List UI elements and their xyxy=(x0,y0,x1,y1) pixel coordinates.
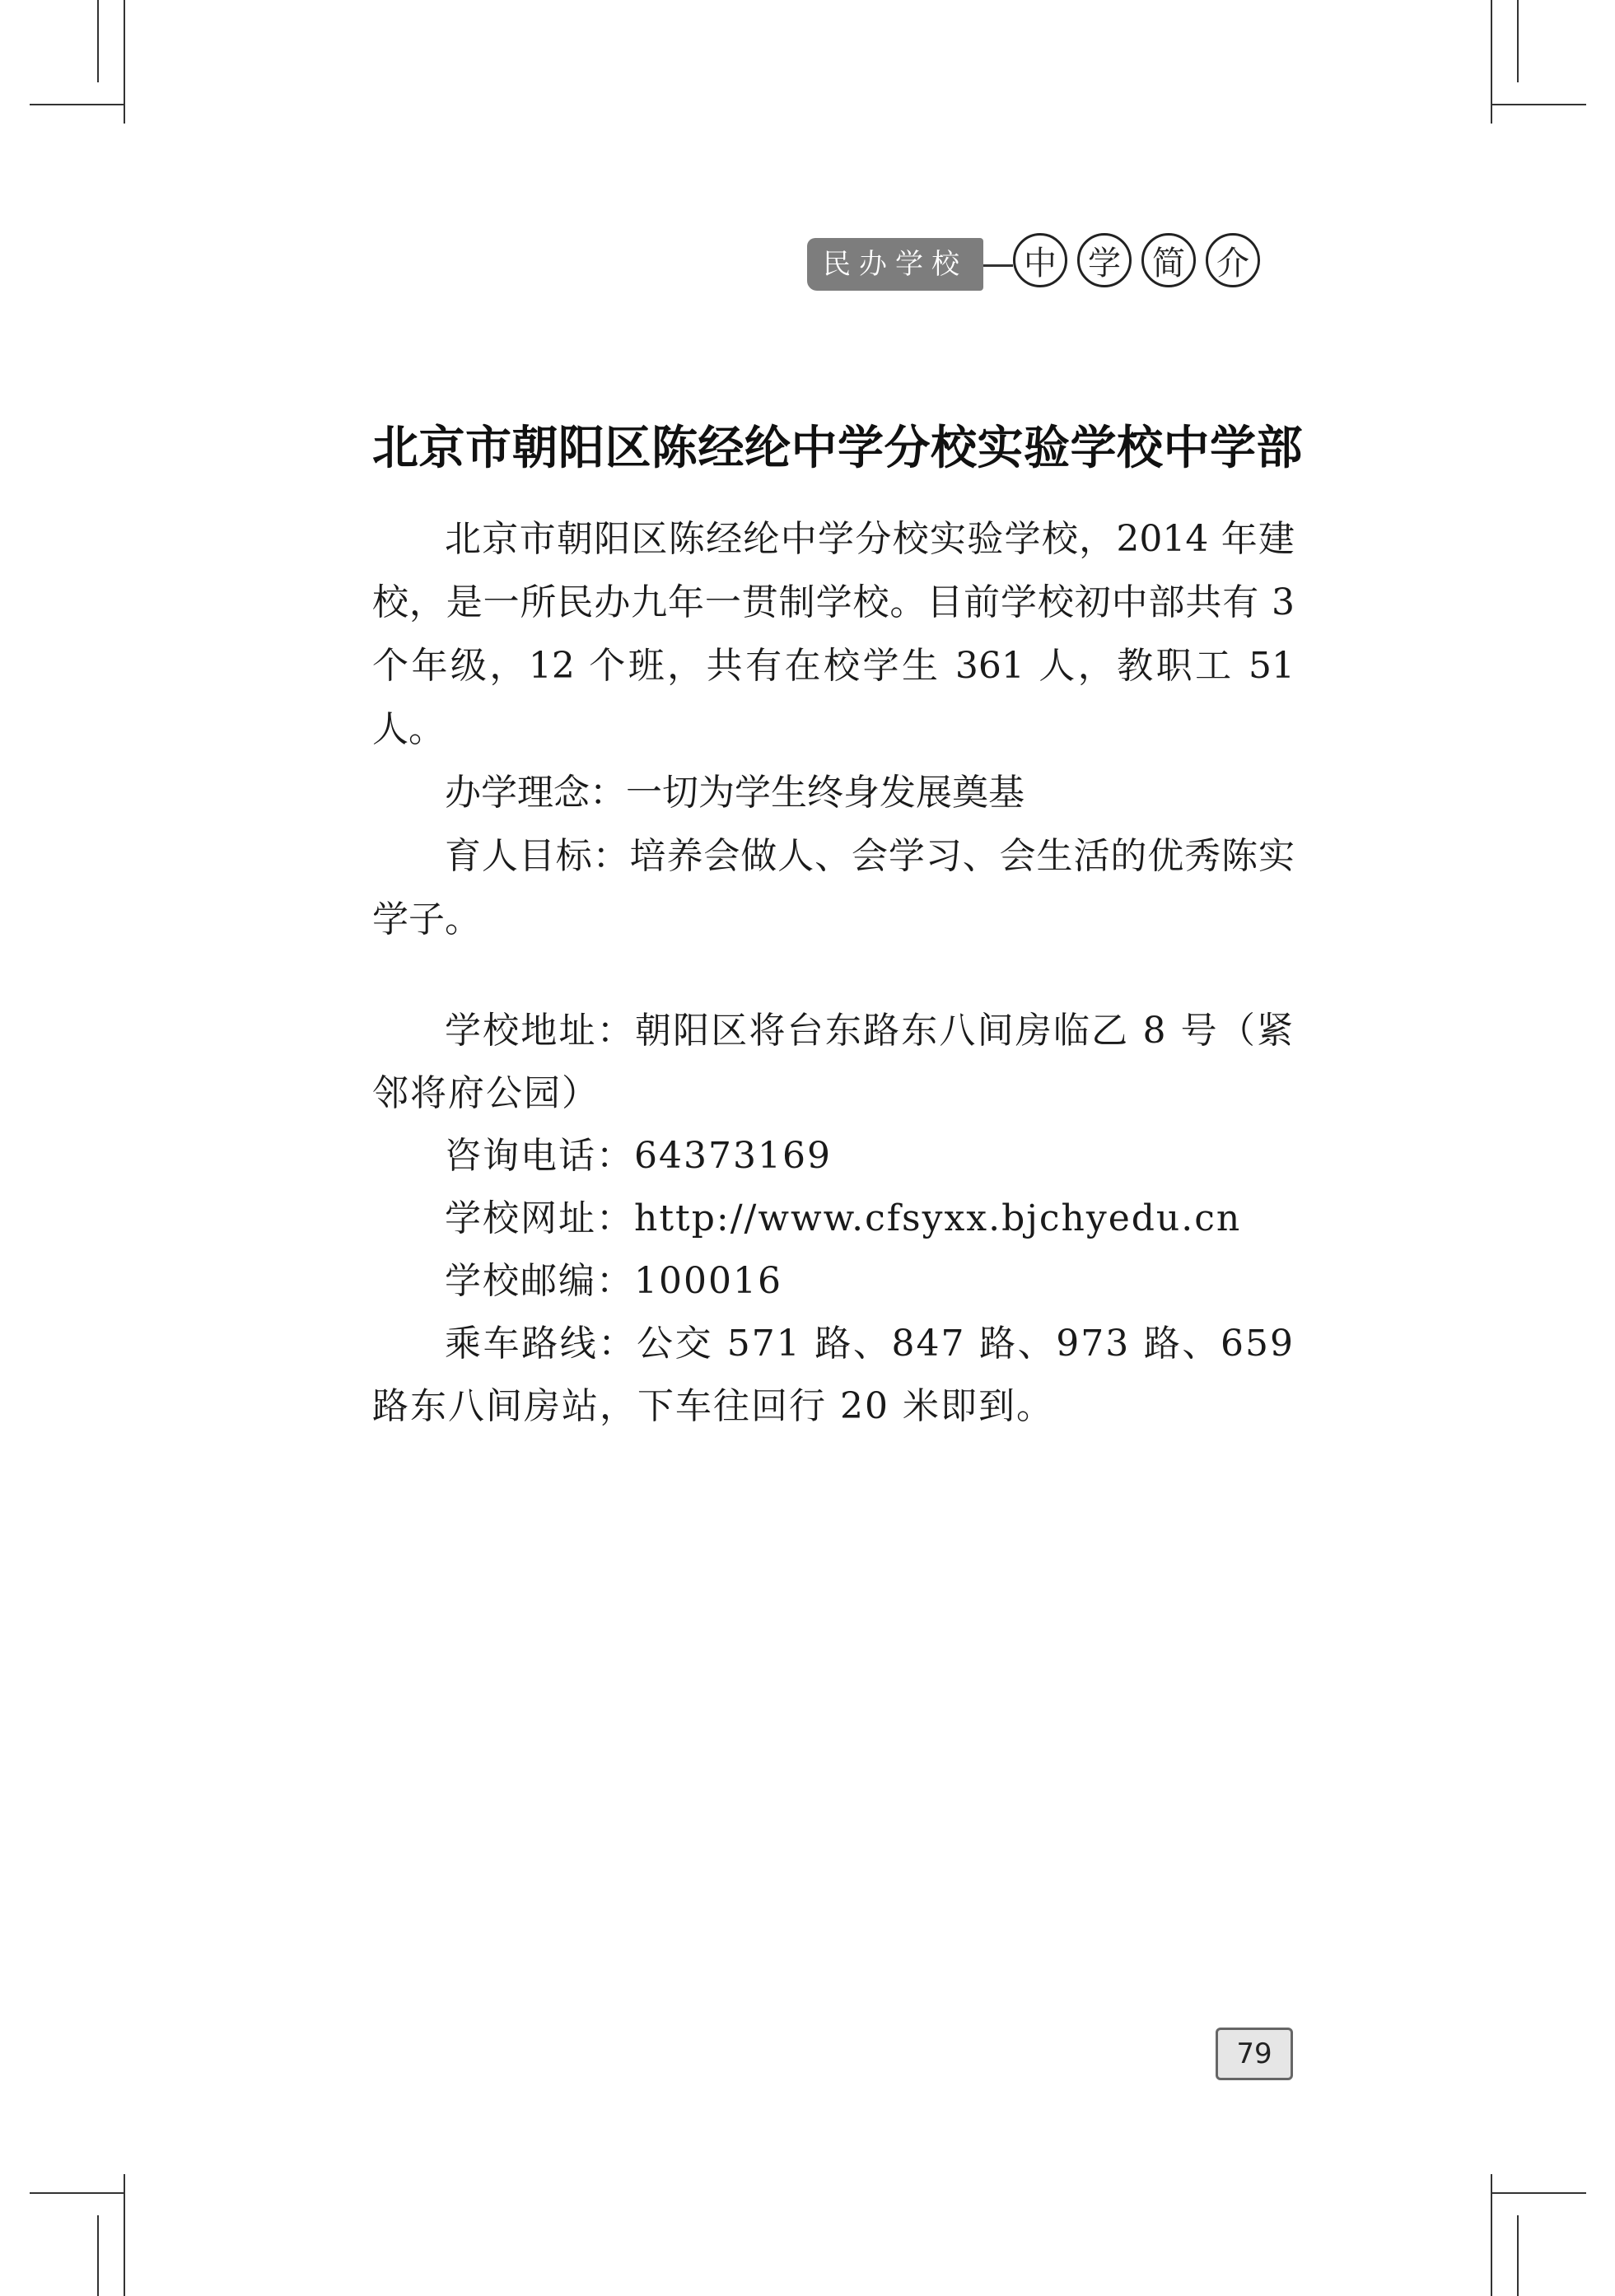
school-description xyxy=(372,507,1295,951)
running-header xyxy=(807,233,1285,292)
crop-mark-bottom-left-v2 xyxy=(97,2215,99,2296)
section-label: 民办学校 xyxy=(807,238,983,291)
route-line: 乘车路线：公交 571 路、847 路、973 路、659 路东八间房站，下车往回行 20 米即到。 xyxy=(372,1323,1295,1427)
page-title: 北京市朝阳区陈经纶中学分校实验学校中学部 xyxy=(372,422,1303,475)
contact-info xyxy=(372,1000,1295,1438)
postcode-line: 学校邮编：100016 xyxy=(445,1260,782,1302)
page-number: 79 xyxy=(1216,2028,1293,2080)
header-connector-line xyxy=(983,264,1013,267)
phone-line: 咨询电话：64373169 xyxy=(445,1135,832,1177)
crop-mark-top-right-v2 xyxy=(1517,0,1519,82)
crop-mark-bottom-right-v2 xyxy=(1517,2215,1519,2296)
crop-mark-bottom-left-h xyxy=(30,2192,124,2194)
circled-char: 学 xyxy=(1077,233,1132,287)
crop-mark-top-left-v2 xyxy=(97,0,99,82)
crop-mark-bottom-left-v xyxy=(124,2174,125,2296)
philosophy-paragraph: 办学理念：一切为学生终身发展奠基 xyxy=(445,772,1025,814)
header-circled-title xyxy=(1013,233,1260,287)
circled-char: 简 xyxy=(1141,233,1196,287)
circled-char: 中 xyxy=(1013,233,1067,287)
crop-mark-top-right-h xyxy=(1491,104,1586,105)
address-line: 学校地址：朝阳区将台东路东八间房临乙 8 号（紧邻将府公园） xyxy=(372,1010,1295,1114)
intro-paragraph: 北京市朝阳区陈经纶中学分校实验学校，2014 年建校，是一所民办九年一贯制学校。目前学校初中部共有 3 个年级，12 个班，共有在校学生 361 人，教职工 51 人。 xyxy=(372,518,1295,750)
crop-mark-bottom-right-h xyxy=(1491,2192,1586,2194)
website-line: 学校网址：http://www.cfsyxx.bjchyedu.cn xyxy=(445,1197,1242,1239)
goal-paragraph: 育人目标：培养会做人、会学习、会生活的优秀陈实学子。 xyxy=(372,835,1295,940)
crop-mark-top-left-h xyxy=(30,104,124,105)
crop-mark-top-left-v xyxy=(124,0,125,124)
circled-char: 介 xyxy=(1206,233,1260,287)
